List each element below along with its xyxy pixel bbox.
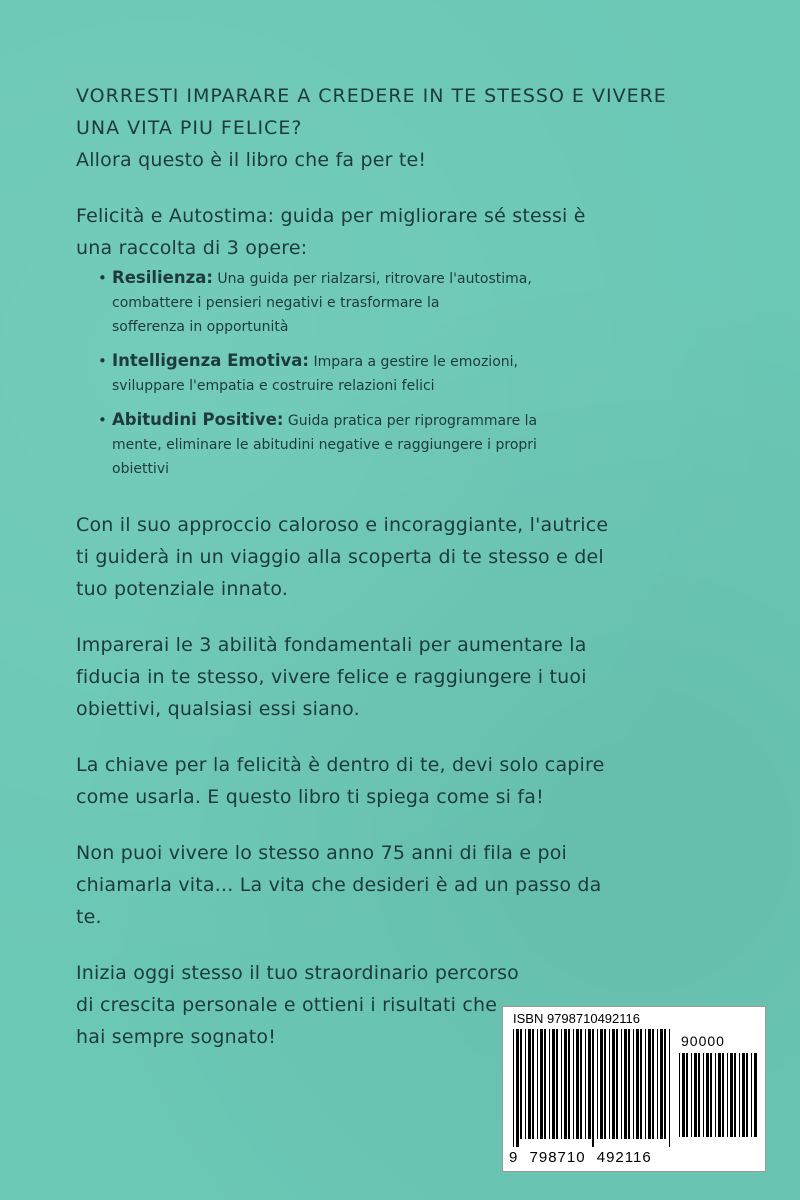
barcode-bar (525, 1029, 526, 1139)
barcode-bar (604, 1029, 606, 1139)
paragraph-skills: Imparerai le 3 abilità fondamentali per aumentare la fiducia in te stesso, vivere felice e raggiungere i tuoi obiettivi, qualsiasi essi siano. (76, 634, 587, 720)
barcode-bar (568, 1029, 570, 1139)
barcode-bar (703, 1053, 704, 1137)
isbn-digits: 9 798710 492116 (509, 1149, 652, 1166)
work-item-intelligenza-emotiva: • Intelligenza Emotiva: Impara a gestire le emozioni, sviluppare l'empatia e costruire relazioni felici (98, 349, 736, 398)
barcode-bar (679, 1053, 680, 1137)
barcode-bar (561, 1029, 562, 1139)
work-title: Abitudini Positive: (112, 410, 284, 429)
addon-barcode-bars (679, 1053, 757, 1145)
barcode-addon-number: 90000 (681, 1033, 725, 1049)
isbn-barcode (502, 1006, 766, 1172)
paragraph-start: Inizia oggi stesso il tuo straordinario percorso di crescita personale e ottieni i risultati che hai sempre sognato! (76, 962, 520, 1048)
barcode-bar (698, 1053, 700, 1137)
barcode-bar (686, 1053, 688, 1137)
barcode-bar (516, 1029, 519, 1147)
paragraph-key: La chiave per la felicità è dentro di te, devi solo capire come usarla. E questo libro ti spiega come si fa! (76, 754, 605, 808)
barcode-bar (633, 1029, 634, 1139)
barcode-bar (597, 1029, 598, 1139)
barcode-bar (624, 1029, 627, 1139)
barcode-bar (694, 1053, 697, 1137)
barcode-bar (722, 1053, 724, 1137)
intro-question: VORRESTI IMPARARE A CREDERE IN TE STESSO E VIVERE UNA VITA PIU FELICE? (76, 85, 667, 139)
barcode-bar (645, 1029, 646, 1139)
barcode-bar (640, 1029, 642, 1139)
barcode-bar (588, 1029, 591, 1139)
barcode-bar (715, 1053, 716, 1137)
barcode-bar (657, 1029, 658, 1139)
barcode-bar (628, 1029, 630, 1139)
paragraph-life: Non puoi vivere lo stesso anno 75 anni di fila e poi chiamarla vita... La vita che desideri è ad un passo da te. (76, 842, 602, 928)
barcode-bar (754, 1053, 757, 1137)
barcode-bar (580, 1029, 582, 1139)
barcode-bar (556, 1029, 558, 1139)
barcode-bar (660, 1029, 663, 1139)
collection-description: Felicità e Autostima: guida per migliorare sé stessi è una raccolta di 3 opere: (76, 205, 586, 259)
barcode-bar (742, 1053, 745, 1137)
barcode-bar (739, 1053, 740, 1137)
barcode-bar (540, 1029, 543, 1139)
barcode-bar (564, 1029, 567, 1139)
work-title: Resilienza: (112, 268, 213, 287)
barcode-bar (691, 1053, 692, 1137)
barcode-bar (520, 1029, 522, 1139)
work-item-abitudini-positive: • Abitudini Positive: Guida pratica per riprogrammare la mente, eliminare le abitudini negative e raggiungere i propri obiettivi (98, 408, 736, 481)
barcode-bar (592, 1029, 594, 1147)
barcode-bar (669, 1029, 670, 1147)
barcode-bar (532, 1029, 534, 1139)
paragraph-approach: Con il suo approccio caloroso e incoraggiante, l'autrice ti guiderà in un viaggio alla scoperta di te stesso e del tuo potenziale innato. (76, 514, 609, 600)
barcode-bar (544, 1029, 546, 1139)
barcode-bar (734, 1053, 736, 1137)
barcode-bar (652, 1029, 654, 1139)
barcode-bar (746, 1053, 748, 1137)
barcode-bar (727, 1053, 728, 1137)
barcode-bar (616, 1029, 618, 1139)
barcode-bar (682, 1053, 685, 1137)
barcode-bar (513, 1029, 514, 1147)
barcode-bar (648, 1029, 651, 1139)
barcode-bar (710, 1053, 712, 1137)
isbn-label: ISBN 9798710492116 (513, 1011, 640, 1026)
barcode-bar (600, 1029, 603, 1139)
work-item-resilienza: • Resilienza: Una guida per rialzarsi, ritrovare l'autostima, combattere i pensieri negativi e trasformare la sofferenza in opportunità (98, 266, 736, 339)
barcode-bar (730, 1053, 733, 1137)
barcode-bar (718, 1053, 721, 1137)
barcode-bar (585, 1029, 586, 1139)
barcode-bar (621, 1029, 622, 1139)
barcode-bar (612, 1029, 615, 1139)
barcode-bar (573, 1029, 574, 1139)
barcode-bar (751, 1053, 752, 1137)
barcode-bar (549, 1029, 550, 1139)
barcode-bar (576, 1029, 579, 1139)
ean-barcode-bars (513, 1029, 673, 1147)
barcode-bar (537, 1029, 538, 1139)
work-title: Intelligenza Emotiva: (112, 351, 309, 370)
back-cover-text (76, 80, 736, 1077)
barcode-bar (636, 1029, 639, 1139)
intro-statement: Allora questo è il libro che fa per te! (76, 149, 427, 171)
barcode-bar (609, 1029, 610, 1139)
works-list (98, 266, 736, 481)
barcode-bar (528, 1029, 531, 1139)
barcode-bar (664, 1029, 666, 1139)
barcode-bar (706, 1053, 709, 1137)
barcode-bar (552, 1029, 555, 1139)
